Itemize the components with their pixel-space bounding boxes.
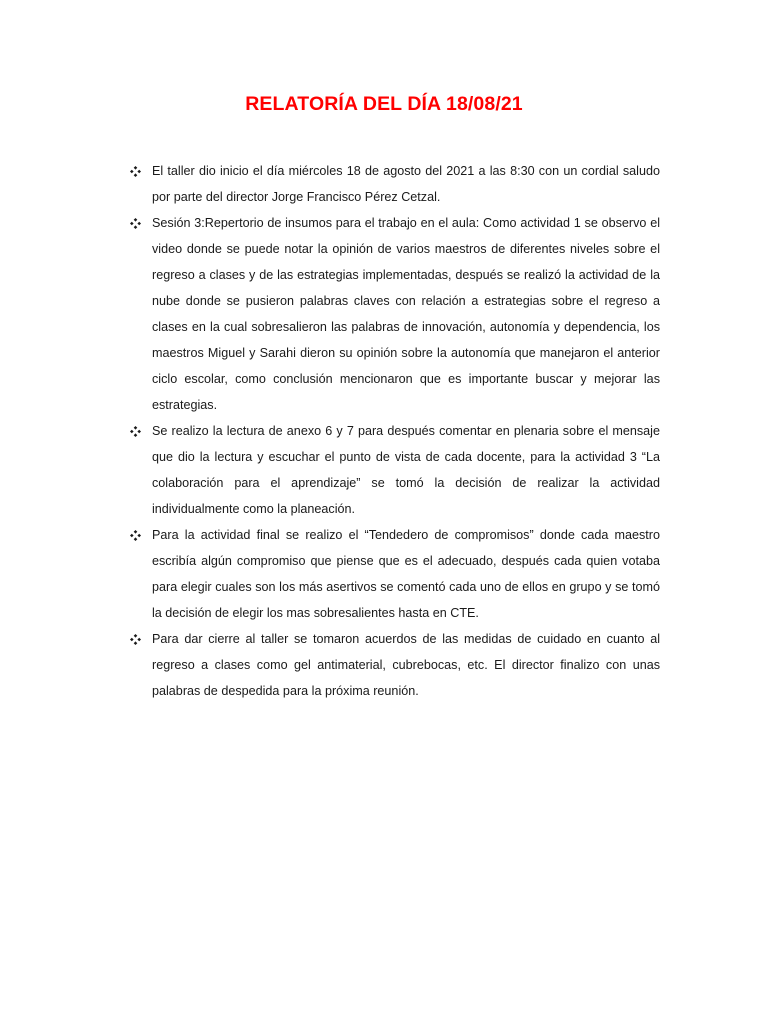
list-item xyxy=(152,418,660,522)
list-item-text: Sesión 3:Repertorio de insumos para el trabajo en el aula: Como actividad 1 se observo el video donde se puede notar la opinión de varios maestros de diferentes niveles sobre el regreso a clases y de las estrategias implementadas, después se realizó la actividad de la nube donde se pusieron palabras claves con relación a estrategias sobre el regreso a clases en la cual sobresalieron las palabras de innovación, autonomía y dependencia, los maestros Miguel y Sarahi dieron su opinión sobre la autonomía que manejaron el anterior ciclo escolar, como conclusión mencionaron que es importante buscar y mejorar las estrategias. xyxy=(152,216,660,412)
list-item xyxy=(152,626,660,704)
diamond-dots-icon xyxy=(128,158,142,184)
list-item xyxy=(152,522,660,626)
list-item-text: Para dar cierre al taller se tomaron acuerdos de las medidas de cuidado en cuanto al regreso a clases como gel antimaterial, cubrebocas, etc. El director finalizo con unas palabras de despedida para la próxima reunión. xyxy=(152,632,660,698)
list-item xyxy=(152,158,660,210)
diamond-dots-icon xyxy=(128,522,142,548)
diamond-dots-icon xyxy=(128,210,142,236)
document-title: RELATORÍA DEL DÍA 18/08/21 xyxy=(245,93,523,115)
bullet-list xyxy=(152,158,660,704)
list-item-text: El taller dio inicio el día miércoles 18 de agosto del 2021 a las 8:30 con un cordial saludo por parte del director Jorge Francisco Pérez Cetzal. xyxy=(152,164,660,204)
list-item-text: Para la actividad final se realizo el “Tendedero de compromisos” donde cada maestro escribía algún compromiso que piense que es el adecuado, después cada quien votaba para elegir cuales son los más asertivos se comentó cada uno de ellos en grupo y se tomó la decisión de elegir los mas sobresalientes hasta en CTE. xyxy=(152,528,660,620)
diamond-dots-icon xyxy=(128,626,142,652)
diamond-dots-icon xyxy=(128,418,142,444)
list-item xyxy=(152,210,660,418)
list-item-text: Se realizo la lectura de anexo 6 y 7 para después comentar en plenaria sobre el mensaje que dio la lectura y escuchar el punto de vista de cada docente, para la actividad 3 “La colaboración para el aprendizaje” se tomó la decisión de realizar la actividad individualmente como la planeación. xyxy=(152,424,660,516)
